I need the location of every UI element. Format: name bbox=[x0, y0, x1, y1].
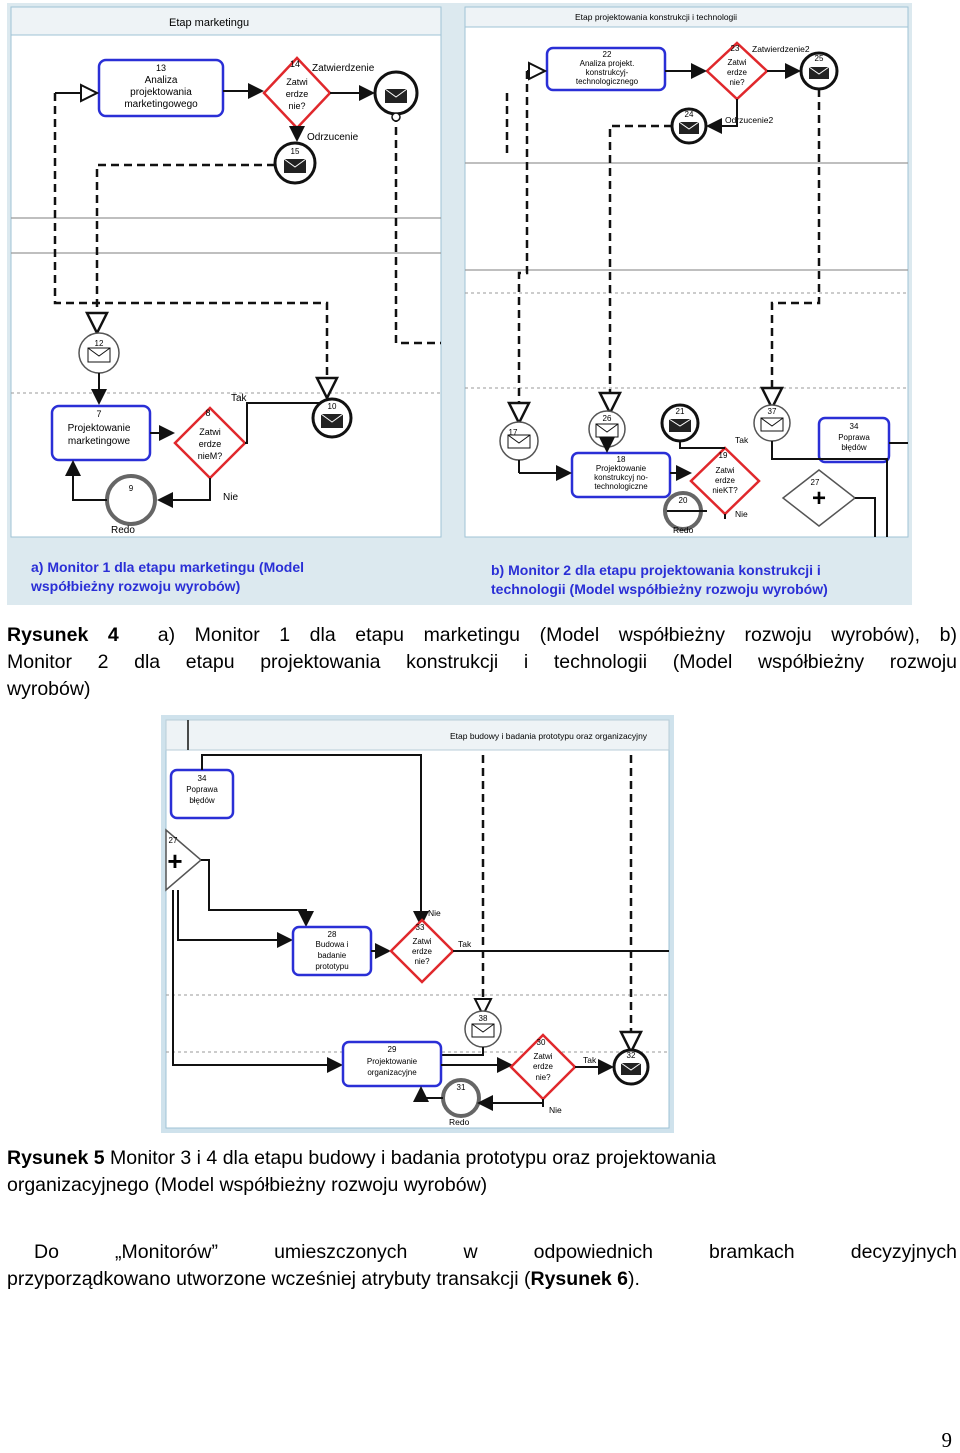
paragraph-line1: Do „Monitorów” umieszczonych w odpowiednich bramkach decyzyjnych bbox=[34, 1241, 957, 1263]
svg-text:18: 18 bbox=[616, 455, 626, 464]
svg-text:Zatwi: Zatwi bbox=[533, 1052, 553, 1061]
figure-4-caption bbox=[7, 622, 957, 703]
svg-text:9: 9 bbox=[128, 484, 134, 493]
svg-text:erdze: erdze bbox=[198, 439, 222, 449]
svg-text:nie?: nie? bbox=[414, 957, 430, 966]
svg-text:24: 24 bbox=[684, 110, 694, 119]
svg-text:34: 34 bbox=[197, 774, 207, 783]
paragraph-line2: przyporządkowano utworzone wcześniej atrybuty transakcji (Rysunek 6). bbox=[7, 1268, 640, 1290]
event-15[interactable] bbox=[275, 143, 315, 183]
svg-text:15: 15 bbox=[290, 147, 300, 156]
panel-a-caption-line1: a) Monitor 1 dla etapu marketingu (Model bbox=[31, 559, 305, 575]
svg-text:badanie: badanie bbox=[317, 951, 347, 960]
svg-text:błędów: błędów bbox=[841, 443, 867, 452]
svg-text:erdze: erdze bbox=[411, 947, 433, 956]
svg-text:28: 28 bbox=[327, 930, 337, 939]
panel-b-title: Etap projektowania konstrukcji i technologii bbox=[575, 12, 738, 22]
figure-5-caption-line1: Rysunek 5 Monitor 3 i 4 dla etapu budowy i badania prototypu oraz projektowania bbox=[7, 1147, 716, 1169]
label-redo: Redo bbox=[111, 525, 135, 536]
label-tak-33: Tak bbox=[458, 939, 472, 949]
event-10[interactable] bbox=[313, 399, 351, 437]
svg-text:20: 20 bbox=[678, 496, 688, 505]
label-odrzucenie: Odrzucenie bbox=[307, 132, 359, 143]
event-16[interactable] bbox=[375, 72, 417, 114]
svg-text:Poprawa: Poprawa bbox=[838, 433, 870, 442]
figure-4 bbox=[7, 3, 912, 605]
event-21[interactable] bbox=[662, 405, 698, 441]
svg-text:Projektowanie: Projektowanie bbox=[595, 464, 647, 473]
svg-text:konstrukcyj-: konstrukcyj- bbox=[585, 68, 629, 77]
figure-4-caption-line2: Monitor 2 dla etapu projektowania konstrukcji i technologii (Model współbieżny rozwoju bbox=[7, 651, 957, 673]
svg-text:32: 32 bbox=[626, 1051, 636, 1060]
svg-text:błędów: błędów bbox=[189, 796, 215, 805]
panel-b-caption-line1: b) Monitor 2 dla etapu projektowania konstrukcji i bbox=[491, 562, 821, 578]
svg-text:+: + bbox=[811, 485, 827, 512]
svg-text:konstrukcyj no-: konstrukcyj no- bbox=[594, 473, 648, 482]
svg-text:Analiza: Analiza bbox=[144, 75, 178, 86]
event-25[interactable] bbox=[801, 53, 837, 89]
svg-text:29: 29 bbox=[387, 1045, 397, 1054]
svg-text:25: 25 bbox=[814, 54, 824, 63]
svg-text:37: 37 bbox=[767, 407, 777, 416]
task-7[interactable] bbox=[52, 406, 150, 460]
svg-text:34: 34 bbox=[849, 422, 859, 431]
svg-text:26: 26 bbox=[602, 414, 612, 423]
svg-text:marketingowego: marketingowego bbox=[124, 99, 198, 110]
panel-a-caption-line2: współbieżny rozwoju wyrobów) bbox=[31, 578, 241, 594]
label-nie-33: Nie bbox=[428, 908, 441, 918]
svg-text:marketingowe: marketingowe bbox=[67, 436, 131, 447]
svg-text:Zatwi: Zatwi bbox=[199, 427, 221, 437]
task-22[interactable] bbox=[547, 48, 665, 90]
svg-text:erdze: erdze bbox=[285, 89, 309, 99]
svg-text:19: 19 bbox=[718, 451, 728, 460]
event-32[interactable] bbox=[614, 1050, 648, 1084]
figure-4-svg bbox=[7, 3, 912, 605]
task-34[interactable] bbox=[171, 770, 233, 818]
figure-5-svg bbox=[161, 715, 674, 1133]
svg-text:technologicznego: technologicznego bbox=[575, 77, 639, 86]
label-nie-b: Nie bbox=[735, 509, 748, 519]
svg-text:prototypu: prototypu bbox=[315, 962, 349, 971]
body-paragraph bbox=[7, 1239, 957, 1293]
label-tak: Tak bbox=[231, 393, 247, 404]
panel-a bbox=[11, 7, 441, 537]
svg-text:23: 23 bbox=[730, 44, 740, 53]
svg-text:erdze: erdze bbox=[714, 476, 736, 485]
svg-text:12: 12 bbox=[94, 339, 104, 348]
figure-5-label: Rysunek 5 bbox=[7, 1147, 105, 1169]
svg-text:Poprawa: Poprawa bbox=[186, 785, 218, 794]
svg-text:nie?: nie? bbox=[535, 1073, 551, 1082]
label-tak-30: Tak bbox=[583, 1055, 597, 1065]
label-zatwierdzenie: Zatwierdzenie bbox=[312, 63, 375, 74]
figure-5-title: Etap budowy i badania prototypu oraz organizacyjny bbox=[450, 731, 648, 741]
svg-text:Budowa i: Budowa i bbox=[315, 940, 349, 949]
task-28[interactable] bbox=[293, 927, 371, 975]
svg-text:27: 27 bbox=[168, 836, 178, 845]
svg-text:nieKT?: nieKT? bbox=[712, 486, 738, 495]
event-26[interactable] bbox=[589, 411, 625, 447]
label-nie: Nie bbox=[223, 492, 239, 503]
task-34-b[interactable] bbox=[819, 418, 889, 462]
label-nie-30: Nie bbox=[549, 1105, 562, 1115]
svg-text:7: 7 bbox=[96, 409, 102, 419]
svg-text:Analiza projekt.: Analiza projekt. bbox=[579, 59, 635, 68]
event-17[interactable] bbox=[500, 422, 538, 460]
svg-text:31: 31 bbox=[456, 1083, 466, 1092]
event-12[interactable] bbox=[79, 333, 119, 373]
svg-text:13: 13 bbox=[155, 63, 167, 73]
label-zatwierdzenie2: Zatwierdzenie2 bbox=[752, 44, 810, 54]
svg-text:erdze: erdze bbox=[532, 1062, 554, 1071]
svg-text:Projektowanie: Projektowanie bbox=[67, 423, 131, 434]
label-odrzucenie2: Odrzucenie2 bbox=[725, 115, 774, 125]
svg-text:38: 38 bbox=[478, 1014, 488, 1023]
event-24[interactable] bbox=[672, 109, 706, 143]
event-9[interactable] bbox=[107, 476, 155, 524]
task-13[interactable] bbox=[99, 60, 223, 116]
event-31[interactable] bbox=[443, 1080, 479, 1116]
svg-text:30: 30 bbox=[536, 1038, 546, 1047]
panel-b-caption-line2: technologii (Model współbieżny rozwoju wyrobów) bbox=[491, 581, 828, 597]
svg-text:nie?: nie? bbox=[729, 78, 745, 87]
figure-5-caption-line2: organizacyjnego (Model współbieżny rozwoju wyrobów) bbox=[7, 1174, 488, 1196]
figure-4-caption-line3: wyrobów) bbox=[7, 678, 91, 700]
svg-text:+: + bbox=[167, 846, 183, 876]
svg-text:Zatwi: Zatwi bbox=[727, 58, 747, 67]
svg-text:Zatwi: Zatwi bbox=[412, 937, 432, 946]
svg-text:Zatwi: Zatwi bbox=[286, 77, 308, 87]
label-redo-b: Redo bbox=[673, 525, 694, 535]
svg-text:16: 16 bbox=[391, 76, 401, 85]
svg-text:33: 33 bbox=[415, 923, 425, 932]
svg-text:nie?: nie? bbox=[288, 101, 306, 111]
svg-text:nieM?: nieM? bbox=[197, 451, 223, 461]
svg-text:17: 17 bbox=[508, 428, 518, 437]
svg-text:10: 10 bbox=[327, 402, 337, 411]
svg-text:erdze: erdze bbox=[726, 68, 748, 77]
event-37[interactable] bbox=[754, 405, 790, 441]
label-tak-b: Tak bbox=[735, 435, 749, 445]
svg-text:27: 27 bbox=[810, 478, 820, 487]
figure-5-caption bbox=[7, 1145, 957, 1199]
figure-4-label: Rysunek 4 bbox=[7, 624, 119, 646]
svg-text:22: 22 bbox=[602, 50, 612, 59]
task-18[interactable] bbox=[572, 453, 670, 497]
svg-text:14: 14 bbox=[289, 59, 301, 69]
event-38[interactable] bbox=[465, 1011, 501, 1047]
svg-text:organizacyjne: organizacyjne bbox=[367, 1068, 417, 1077]
panel-a-title: Etap marketingu bbox=[169, 17, 250, 29]
figure-5 bbox=[161, 715, 674, 1133]
svg-text:8: 8 bbox=[205, 408, 211, 418]
svg-text:Projektowanie: Projektowanie bbox=[366, 1057, 418, 1066]
task-29[interactable] bbox=[343, 1042, 441, 1086]
panel-b bbox=[465, 7, 908, 537]
label-redo-31: Redo bbox=[449, 1117, 470, 1127]
svg-text:Zatwi: Zatwi bbox=[715, 466, 735, 475]
svg-text:technologiczne: technologiczne bbox=[594, 482, 648, 491]
figure-6-reference[interactable]: Rysunek 6 bbox=[530, 1268, 629, 1290]
svg-text:21: 21 bbox=[675, 407, 685, 416]
svg-text:projektowania: projektowania bbox=[130, 87, 192, 98]
page-number: 9 bbox=[941, 1428, 952, 1452]
figure-4-caption-line1: Rysunek 4 a) Monitor 1 dla etapu marketingu (Model współbieżny rozwoju wyrobów), b) bbox=[7, 624, 958, 646]
